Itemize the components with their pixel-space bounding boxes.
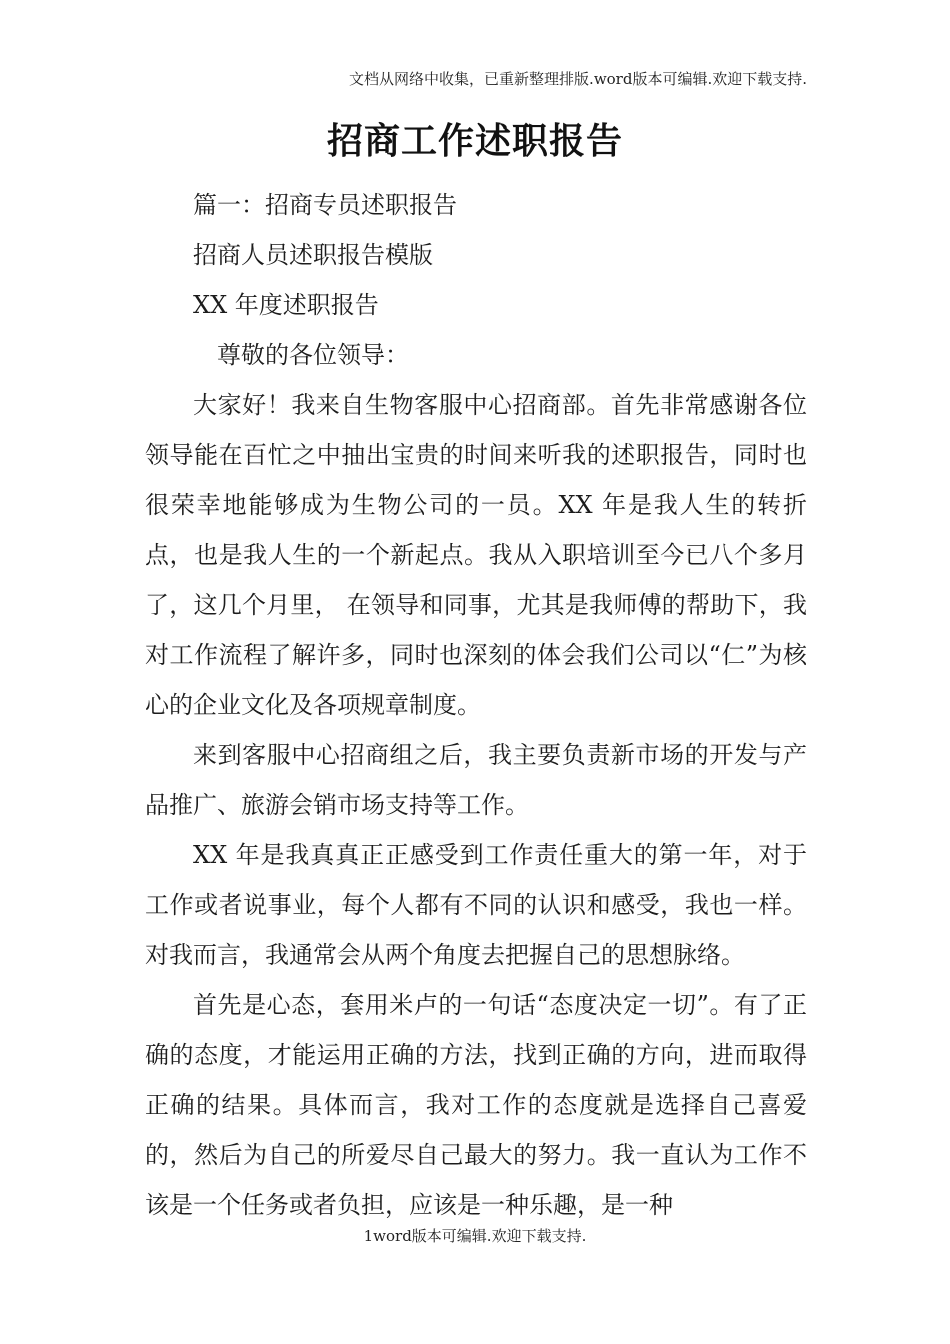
header-note: 文档从网络中收集，已重新整理排版.word版本可编辑.欢迎下载支持. [349, 70, 807, 88]
salutation-line: 尊敬的各位领导： [217, 341, 409, 369]
document-body [145, 180, 807, 1230]
body-paragraph-1: 大家好！我来自生物客服中心招商部。首先非常感谢各位领导能在百忙之中抽出宝贵的时间来听我的述职报告，同时也很荣幸地能够成为生物公司的一员。XX 年是我人生的转折点，也是我人生的一个新起点。我从入职培训至今已八个多月了，这几个月里， 在领导和同事，尤其是我师傅的帮助下，我对工作流程了解许多，同时也深刻的体会我们公司以“仁”为核心的企业文化及各项规章制度。 [145, 391, 807, 719]
footer-note: 1word版本可编辑.欢迎下载支持. [363, 1227, 587, 1245]
body-paragraph-2: 来到客服中心招商组之后，我主要负责新市场的开发与产品推广、旅游会销市场支持等工作。 [145, 741, 807, 819]
year-report-title: XX 年度述职报告 [193, 291, 379, 319]
template-name-line: 招商人员述职报告模版 [193, 241, 433, 269]
body-paragraph-4: 首先是心态，套用米卢的一句话“态度决定一切”。有了正确的态度，才能运用正确的方法，找到正确的方向，进而取得正确的结果。具体而言，我对工作的态度就是选择自己喜爱的，然后为自己的所爱尽自己最大的努力。我一直认为工作不该是一个任务或者负担，应该是一种乐趣，是一种 [145, 991, 807, 1219]
chapter-heading: 篇一：招商专员述职报告 [193, 191, 457, 219]
body-paragraph-3: XX 年是我真真正正感受到工作责任重大的第一年，对于工作或者说事业，每个人都有不同的认识和感受，我也一样。对我而言，我通常会从两个角度去把握自己的思想脉络。 [145, 841, 807, 969]
document-title: 招商工作述职报告 [326, 120, 623, 162]
